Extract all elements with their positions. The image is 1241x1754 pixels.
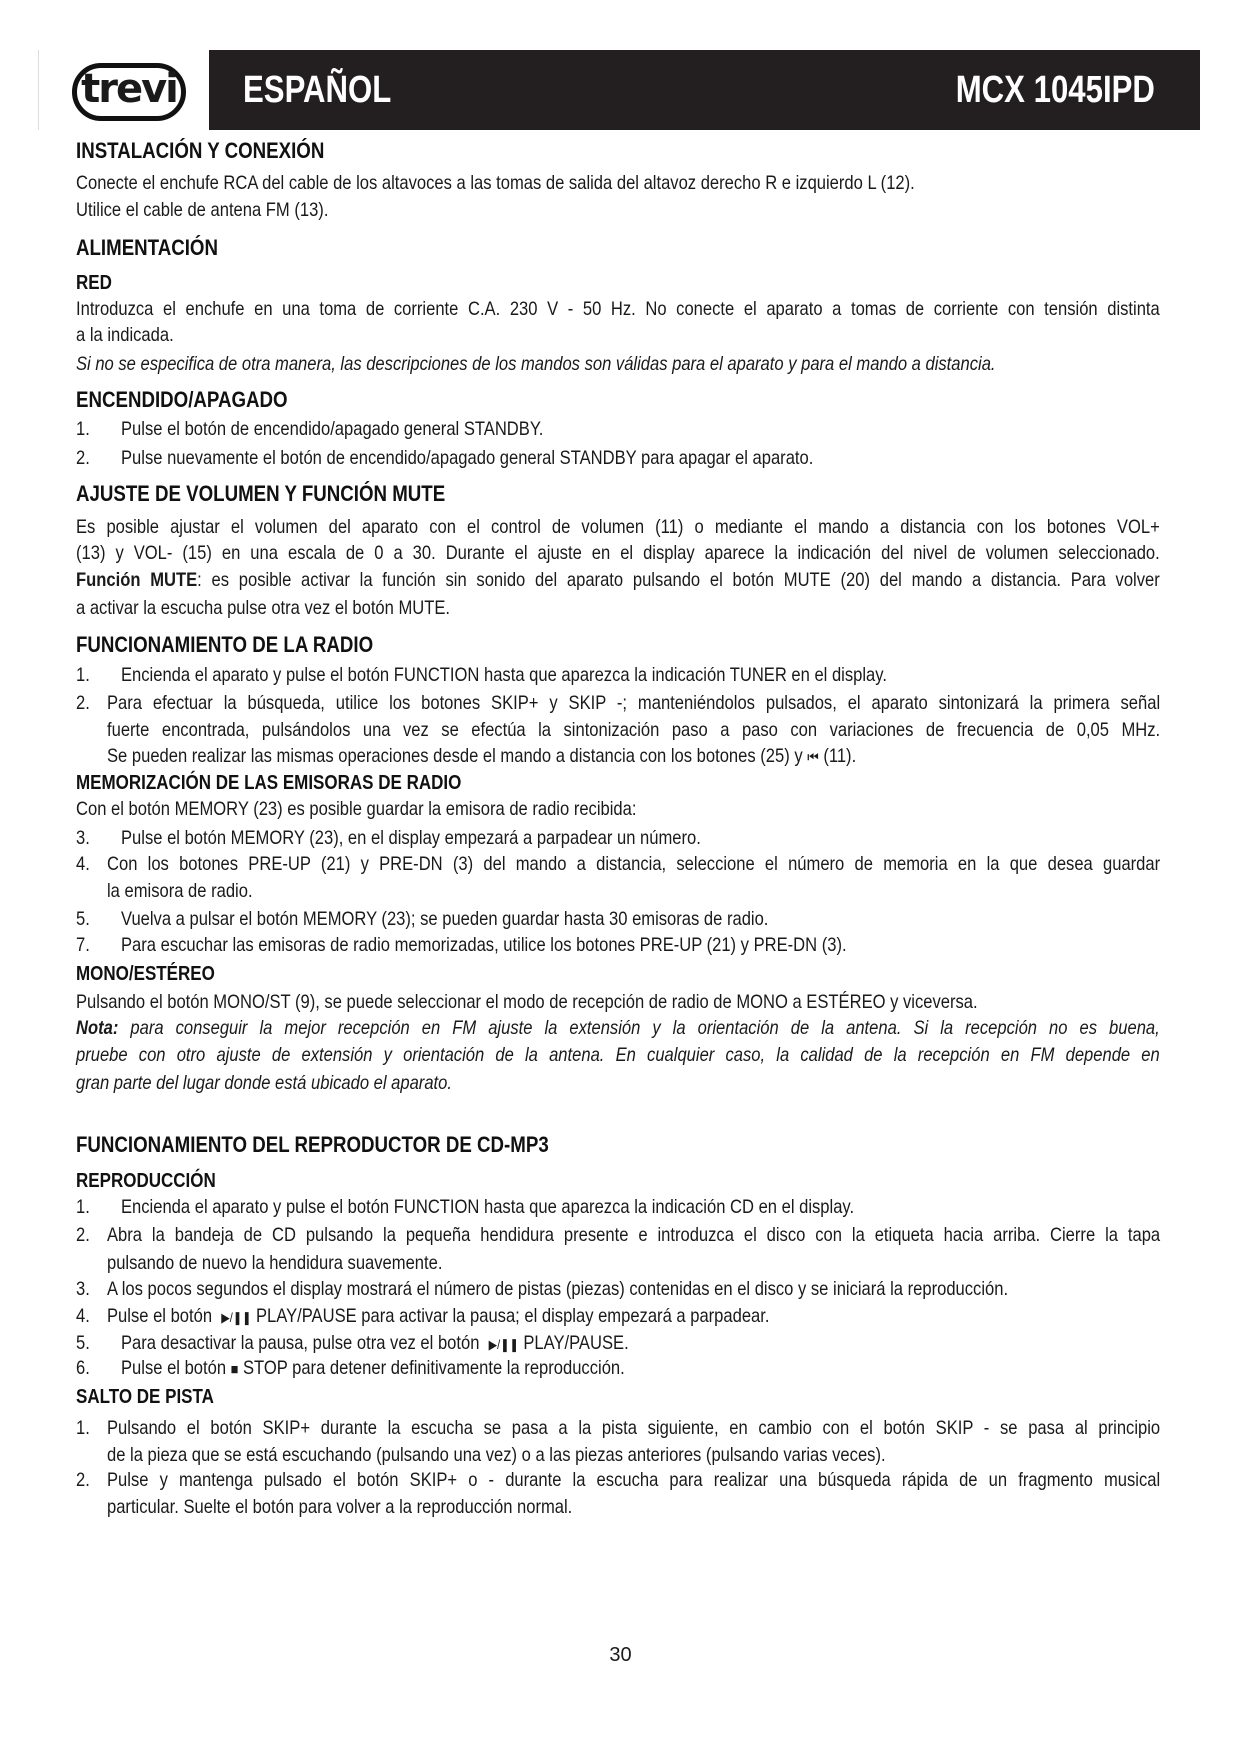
list-item: Para desactivar la pausa, pulse otra vez el botón ▶/❚❚ PLAY/PAUSE. xyxy=(121,1332,629,1354)
list-item: Para efectuar la búsqueda, utilice los botones SKIP+ y SKIP -; manteniéndolos pulsados, el aparato sintonizará la primera señal xyxy=(107,692,1161,714)
list-item: Pulse el botón de encendido/apagado general STANDBY. xyxy=(121,418,544,440)
list-number: 2. xyxy=(76,1469,90,1491)
section-title: ALIMENTACIÓN xyxy=(76,235,218,260)
list-item: Pulse nuevamente el botón de encendido/apagado general STANDBY para apagar el aparato. xyxy=(121,447,814,469)
list-number: 3. xyxy=(76,827,90,849)
list-number: 7. xyxy=(76,934,90,956)
skip-back-icon: ⏮ xyxy=(807,749,819,766)
paragraph-line: Utilice el cable de antena FM (13). xyxy=(76,199,329,221)
list-number: 2. xyxy=(76,447,90,469)
stop-icon: ■ xyxy=(230,1361,239,1378)
list-item: Vuelva a pulsar el botón MEMORY (23); se pueden guardar hasta 30 emisoras de radio. xyxy=(121,908,769,930)
play-pause-icon: ▶/❚❚ xyxy=(221,1310,252,1325)
list-number: 3. xyxy=(76,1278,90,1300)
list-item-cont: de la pieza que se está escuchando (pulsando una vez) o a las piezas anteriores (pulsando varias veces). xyxy=(107,1444,886,1466)
list-number: 2. xyxy=(76,692,90,714)
subsection-title: MEMORIZACIÓN DE LAS EMISORAS DE RADIO xyxy=(76,772,462,794)
list-number: 4. xyxy=(76,1305,90,1327)
section-title: FUNCIONAMIENTO DEL REPRODUCTOR DE CD-MP3 xyxy=(76,1132,549,1157)
list-item: Pulsando el botón SKIP+ durante la escucha se pasa a la pista siguiente, en cambio con el botón SKIP - se pasa al principio xyxy=(107,1417,1161,1439)
list-number: 2. xyxy=(76,1224,90,1246)
list-number: 1. xyxy=(76,1196,90,1218)
list-number: 6. xyxy=(76,1357,90,1379)
page-number: 30 xyxy=(609,1644,632,1666)
list-item: Pulse y mantenga pulsado el botón SKIP+ o - durante la escucha para realizar una búsqueda rápida de un fragmento musical xyxy=(107,1469,1161,1491)
list-item: Encienda el aparato y pulse el botón FUNCTION hasta que aparezca la indicación CD en el display. xyxy=(121,1196,855,1218)
list-item: Pulse el botón ▶/❚❚ PLAY/PAUSE para activar la pausa; el display empezará a parpadear. xyxy=(107,1305,770,1327)
note-line: pruebe con otro ajuste de extensión y orientación de la antena. En cualquier caso, la calidad de la recepción en FM depende en xyxy=(76,1044,1160,1066)
play-pause-icon: ▶/❚❚ xyxy=(488,1337,519,1352)
subsection-title: SALTO DE PISTA xyxy=(76,1386,214,1408)
section-title: ENCENDIDO/APAGADO xyxy=(76,387,288,412)
list-item-cont: Se pueden realizar las mismas operaciones desde el mando a distancia con los botones (25) y ⏮ (11). xyxy=(107,745,857,767)
list-item: Pulse el botón MEMORY (23), en el display empezará a parpadear un número. xyxy=(121,827,701,849)
paragraph-line: Función MUTE: es posible activar la función sin sonido del aparato pulsando el botón MUTE (20) del mando a distancia. Para volver xyxy=(76,569,1160,591)
paragraph-line: a activar la escucha pulse otra vez el botón MUTE. xyxy=(76,597,451,619)
paragraph-line: a la indicada. xyxy=(76,324,174,346)
paragraph-line: Conecte el enchufe RCA del cable de los altavoces a las tomas de salida del altavoz derecho R e izquierdo L (12). xyxy=(76,172,915,194)
list-number: 5. xyxy=(76,1332,90,1354)
list-item: Encienda el aparato y pulse el botón FUNCTION hasta que aparezca la indicación TUNER en el display. xyxy=(121,664,887,686)
note-line: gran parte del lugar donde está ubicado el aparato. xyxy=(76,1072,452,1094)
section-title: INSTALACIÓN Y CONEXIÓN xyxy=(76,138,325,163)
paragraph-line: Introduzca el enchufe en una toma de corriente C.A. 230 V - 50 Hz. No conecte el aparato a tomas de corriente con tensión distinta xyxy=(76,298,1160,320)
list-number: 1. xyxy=(76,418,90,440)
paragraph-line: (13) y VOL- (15) en una escala de 0 a 30. Durante el ajuste en el display aparece la indicación del nivel de volumen seleccionado. xyxy=(76,542,1160,564)
list-number: 4. xyxy=(76,853,90,875)
mute-label: Función MUTE xyxy=(76,569,198,591)
list-item: Con los botones PRE-UP (21) y PRE-DN (3) del mando a distancia, seleccione el número de memoria en la que desea guardar xyxy=(107,853,1161,875)
list-number: 1. xyxy=(76,664,90,686)
paragraph-line: Es posible ajustar el volumen del aparato con el control de volumen (11) o mediante el mando a distancia con los botones VOL+ xyxy=(76,516,1160,538)
subsection-title: MONO/ESTÉREO xyxy=(76,963,215,985)
paragraph-line: Con el botón MEMORY (23) es posible guardar la emisora de radio recibida: xyxy=(76,798,637,820)
paragraph-line: Pulsando el botón MONO/ST (9), se puede seleccionar el modo de recepción de radio de MONO a ESTÉREO y viceversa. xyxy=(76,991,978,1013)
margin-line xyxy=(38,50,39,130)
section-title: FUNCIONAMIENTO DE LA RADIO xyxy=(76,632,374,657)
language-label: ESPAÑOL xyxy=(243,69,392,111)
list-item-cont: particular. Suelte el botón para volver a la reproducción normal. xyxy=(107,1496,573,1518)
list-item-cont: pulsando de nuevo la hendidura suavemente. xyxy=(107,1252,443,1274)
list-item: Para escuchar las emisoras de radio memorizadas, utilice los botones PRE-UP (21) y PRE-DN (3). xyxy=(121,934,847,956)
note-line: Nota: para conseguir la mejor recepción en FM ajuste la extensión y la orientación de la antena. Si la recepción no es buena, xyxy=(76,1017,1160,1039)
note-line: Si no se especifica de otra manera, las descripciones de los mandos son válidas para el aparato y para el mando a distancia. xyxy=(76,353,996,375)
list-item: Pulse el botón ■ STOP para detener definitivamente la reproducción. xyxy=(121,1357,625,1379)
list-number: 5. xyxy=(76,908,90,930)
list-item-cont: fuerte encontrada, pulsándolos una vez se efectúa la sintonización paso a paso con variaciones de frecuencia de 0,05 MHz. xyxy=(107,719,1161,741)
model-label: MCX 1045IPD xyxy=(955,69,1155,111)
list-number: 1. xyxy=(76,1417,90,1439)
trevi-logo: trevi xyxy=(72,63,186,121)
list-item: Abra la bandeja de CD pulsando la pequeña hendidura presente e introduzca el disco con la etiqueta hacia arriba. Cierre la tapa xyxy=(107,1224,1161,1246)
header-bar xyxy=(209,50,1200,130)
list-item: A los pocos segundos el display mostrará el número de pistas (piezas) contenidas en el disco y se iniciará la reproducción. xyxy=(107,1278,1009,1300)
list-item-cont: la emisora de radio. xyxy=(107,880,253,902)
note-label: Nota: xyxy=(76,1017,119,1039)
subsection-title: REPRODUCCIÓN xyxy=(76,1170,216,1192)
subsection-title: RED xyxy=(76,272,112,294)
section-title: AJUSTE DE VOLUMEN Y FUNCIÓN MUTE xyxy=(76,481,446,506)
